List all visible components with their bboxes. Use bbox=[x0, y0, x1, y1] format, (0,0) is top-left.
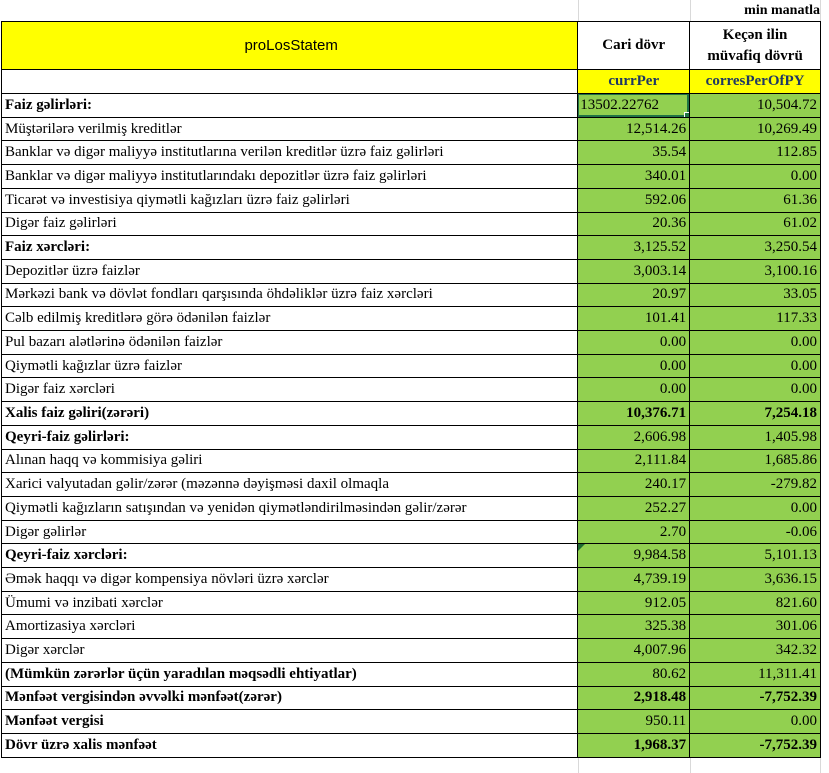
row-label: Digər faiz xərcləri bbox=[5, 381, 115, 398]
row-label-cell[interactable] bbox=[2, 734, 578, 758]
unit-note-text: min manatla bbox=[744, 2, 820, 18]
table-row bbox=[2, 94, 821, 118]
row-label: Qiymətli kağızların satışından və yenidən qiymətləndirilməsindən gəlir/zərər bbox=[5, 499, 467, 516]
current-period-value-cell[interactable] bbox=[578, 710, 690, 734]
previous-period-value-cell[interactable] bbox=[690, 639, 821, 663]
current-period-value-cell[interactable] bbox=[578, 450, 690, 474]
gridline bbox=[690, 758, 691, 773]
previous-period-value-cell[interactable] bbox=[690, 450, 821, 474]
row-label-cell[interactable] bbox=[2, 450, 578, 474]
column-header-current-period[interactable] bbox=[578, 22, 690, 70]
row-label-cell[interactable] bbox=[2, 355, 578, 379]
gridline bbox=[820, 758, 821, 773]
previous-period-value: 1,405.98 bbox=[764, 428, 817, 445]
table-title-cell[interactable] bbox=[2, 22, 578, 70]
current-period-value-cell[interactable] bbox=[578, 165, 690, 189]
previous-period-value-cell[interactable] bbox=[690, 426, 821, 450]
row-label: (Mümkün zərərlər üçün yaradılan məqsədli ehtiyatlar) bbox=[5, 665, 357, 682]
table-row bbox=[2, 331, 821, 355]
previous-period-value: 61.36 bbox=[783, 191, 817, 208]
previous-period-value: 10,269.49 bbox=[757, 120, 817, 137]
current-period-value: 0.00 bbox=[659, 333, 687, 350]
row-label-cell[interactable] bbox=[2, 331, 578, 355]
previous-period-value: 0.00 bbox=[790, 357, 817, 374]
current-period-value: 240.17 bbox=[644, 476, 687, 493]
current-period-value-cell[interactable] bbox=[578, 521, 690, 545]
current-period-value: 12,514.26 bbox=[626, 120, 687, 137]
previous-period-value-cell[interactable] bbox=[690, 402, 821, 426]
previous-period-value: 33.05 bbox=[783, 286, 817, 303]
row-label: Cəlb edilmiş kreditlərə görə ödənilən faizlər bbox=[5, 310, 271, 327]
current-period-value-cell[interactable] bbox=[578, 473, 690, 497]
previous-period-value-cell[interactable] bbox=[690, 94, 821, 118]
current-period-value: 950.11 bbox=[645, 713, 687, 730]
previous-period-value-cell[interactable] bbox=[690, 473, 821, 497]
table-row bbox=[2, 734, 821, 758]
current-period-value-cell[interactable] bbox=[578, 213, 690, 237]
previous-period-value: 3,100.16 bbox=[764, 262, 817, 279]
current-period-value: 35.54 bbox=[652, 144, 687, 161]
table-row bbox=[2, 402, 821, 426]
gridline bbox=[578, 758, 579, 773]
current-period-value-cell[interactable] bbox=[578, 260, 690, 284]
previous-period-value: 0.00 bbox=[790, 713, 817, 730]
table-row bbox=[2, 213, 821, 237]
row-label: Qeyri-faiz gəlirləri: bbox=[5, 428, 130, 445]
current-period-value: 4,739.19 bbox=[633, 570, 687, 587]
current-period-value: 1,968.37 bbox=[633, 736, 687, 753]
row-label: Digər gəlirlər bbox=[5, 523, 87, 540]
previous-period-value: 7,254.18 bbox=[764, 404, 817, 421]
top-strip bbox=[0, 0, 829, 21]
previous-period-value-cell[interactable] bbox=[690, 307, 821, 331]
current-period-value: 20.36 bbox=[652, 215, 687, 232]
current-period-value-cell[interactable] bbox=[578, 307, 690, 331]
row-label: Banklar və digər maliyyə institutlarına verilən kreditlər üzrə faiz gəlirləri bbox=[5, 144, 444, 161]
row-label: Depozitlər üzrə faizlər bbox=[5, 262, 140, 279]
previous-period-value-cell[interactable] bbox=[690, 710, 821, 734]
previous-period-value-cell[interactable] bbox=[690, 378, 821, 402]
table-row bbox=[2, 615, 821, 639]
row-label-cell[interactable] bbox=[2, 189, 578, 213]
row-label: Müştərilərə verilmiş kreditlər bbox=[5, 120, 182, 137]
table-row bbox=[2, 141, 821, 165]
row-label: Mərkəzi bank və dövlət fondları qarşısında öhdəliklər üzrə faiz xərcləri bbox=[5, 286, 433, 303]
previous-period-value-cell[interactable] bbox=[690, 544, 821, 568]
row-label: Ticarət və investisiya qiymətli kağızları üzrə faiz gəlirləri bbox=[5, 191, 350, 208]
row-label-cell[interactable] bbox=[2, 663, 578, 687]
row-label-cell[interactable] bbox=[2, 615, 578, 639]
statement-table bbox=[1, 21, 821, 758]
row-label-cell[interactable] bbox=[2, 141, 578, 165]
column-header-previous-period[interactable] bbox=[690, 22, 821, 70]
row-label: Dövr üzrə xalis mənfəət bbox=[5, 736, 157, 753]
current-period-value-cell[interactable] bbox=[578, 355, 690, 379]
code-currper-label: currPer bbox=[608, 73, 660, 89]
empty-cell[interactable] bbox=[2, 70, 578, 94]
previous-period-value: 0.00 bbox=[790, 333, 817, 350]
row-label-cell[interactable] bbox=[2, 497, 578, 521]
current-period-value: 912.05 bbox=[644, 594, 687, 611]
row-label: Əmək haqqı və digər kompensiya növləri üzrə xərclər bbox=[5, 570, 329, 587]
previous-period-value-cell[interactable] bbox=[690, 734, 821, 758]
previous-period-value-cell[interactable] bbox=[690, 236, 821, 260]
row-label: Mənfəət vergisindən əvvəlki mənfəət(zərər) bbox=[5, 689, 282, 706]
table-row bbox=[2, 450, 821, 474]
previous-period-value-cell[interactable] bbox=[690, 355, 821, 379]
row-label: Mənfəət vergisi bbox=[5, 713, 104, 730]
current-period-value-cell[interactable] bbox=[578, 734, 690, 758]
row-label-cell[interactable] bbox=[2, 426, 578, 450]
row-label-cell[interactable] bbox=[2, 165, 578, 189]
current-period-value-cell[interactable] bbox=[578, 94, 690, 118]
previous-period-value-cell[interactable] bbox=[690, 331, 821, 355]
current-period-value-cell[interactable] bbox=[578, 118, 690, 142]
previous-period-value: 117.33 bbox=[776, 310, 817, 327]
previous-period-value: 3,636.15 bbox=[764, 570, 817, 587]
row-label: Digər xərclər bbox=[5, 642, 85, 659]
current-period-value: 13502.22762 bbox=[580, 96, 660, 113]
table-row bbox=[2, 639, 821, 663]
table-row bbox=[2, 521, 821, 545]
previous-period-value-cell[interactable] bbox=[690, 568, 821, 592]
code-row bbox=[2, 70, 821, 94]
row-label-cell[interactable] bbox=[2, 260, 578, 284]
row-label-cell[interactable] bbox=[2, 402, 578, 426]
previous-period-value: -279.82 bbox=[770, 476, 817, 493]
current-period-value-cell[interactable] bbox=[578, 236, 690, 260]
current-period-value: 4,007.96 bbox=[633, 642, 687, 659]
previous-period-value: 11,311.41 bbox=[758, 665, 817, 682]
row-label-cell[interactable] bbox=[2, 118, 578, 142]
previous-period-value-cell[interactable] bbox=[690, 284, 821, 308]
current-period-value: 2,606.98 bbox=[633, 428, 687, 445]
row-label: Digər faiz gəlirləri bbox=[5, 215, 117, 232]
row-label-cell[interactable] bbox=[2, 710, 578, 734]
row-label-cell[interactable] bbox=[2, 568, 578, 592]
current-period-value-cell[interactable] bbox=[578, 284, 690, 308]
current-period-value: 0.00 bbox=[659, 357, 687, 374]
current-period-value-cell[interactable] bbox=[578, 497, 690, 521]
current-period-value-cell[interactable] bbox=[578, 687, 690, 711]
row-label: Xalis faiz gəliri(zərəri) bbox=[5, 404, 150, 421]
header-row bbox=[2, 22, 821, 70]
current-period-value: 2,111.84 bbox=[634, 452, 687, 469]
row-label-cell[interactable] bbox=[2, 639, 578, 663]
current-period-value: 0.00 bbox=[659, 381, 687, 398]
current-period-value: 3,125.52 bbox=[633, 239, 687, 256]
previous-period-value: 5,101.13 bbox=[764, 547, 817, 564]
previous-period-value: 0.00 bbox=[790, 381, 817, 398]
previous-period-value: 301.06 bbox=[775, 618, 817, 635]
current-period-value-cell[interactable] bbox=[578, 378, 690, 402]
code-corresperofpy-label: corresPerOfPY bbox=[705, 73, 805, 89]
previous-period-value-cell[interactable] bbox=[690, 189, 821, 213]
previous-period-value: 1,685.86 bbox=[764, 452, 817, 469]
current-period-value: 325.38 bbox=[644, 618, 687, 635]
table-row bbox=[2, 663, 821, 687]
row-label-cell[interactable] bbox=[2, 307, 578, 331]
row-label: Faiz gəlirləri: bbox=[5, 96, 93, 113]
previous-period-value-cell[interactable] bbox=[690, 260, 821, 284]
previous-period-value: -7,752.39 bbox=[759, 689, 817, 706]
table-row bbox=[2, 165, 821, 189]
table-row bbox=[2, 307, 821, 331]
table-row bbox=[2, 568, 821, 592]
row-label: Pul bazarı alətlərinə ödənilən faizlər bbox=[5, 333, 223, 350]
table-row bbox=[2, 236, 821, 260]
previous-period-value: 112.85 bbox=[776, 144, 817, 161]
row-label-cell[interactable] bbox=[2, 213, 578, 237]
row-label: Faiz xərcləri: bbox=[5, 239, 91, 256]
current-period-value-cell[interactable] bbox=[578, 189, 690, 213]
row-label: Amortizasiya xərcləri bbox=[5, 618, 136, 635]
previous-period-value-cell[interactable] bbox=[690, 165, 821, 189]
current-period-value: 80.62 bbox=[652, 665, 687, 682]
code-cell-corresperofpy[interactable] bbox=[690, 70, 821, 94]
previous-period-value: 0.00 bbox=[790, 167, 817, 184]
table-row bbox=[2, 189, 821, 213]
previous-period-value: 10,504.72 bbox=[757, 96, 818, 113]
row-label-cell[interactable] bbox=[2, 687, 578, 711]
previous-period-value: -0.06 bbox=[785, 523, 817, 540]
previous-period-value-cell[interactable] bbox=[690, 592, 821, 616]
row-label-cell[interactable] bbox=[2, 94, 578, 118]
bottom-strip bbox=[0, 757, 829, 773]
row-label-cell[interactable] bbox=[2, 592, 578, 616]
row-label-cell[interactable] bbox=[2, 544, 578, 568]
column-header-current-label: Cari dövr bbox=[602, 37, 666, 54]
table-title: proLosStatem bbox=[244, 37, 338, 54]
current-period-value-cell[interactable] bbox=[578, 402, 690, 426]
current-period-value-cell[interactable] bbox=[578, 592, 690, 616]
previous-period-value: -7,752.39 bbox=[759, 736, 817, 753]
table-row bbox=[2, 592, 821, 616]
current-period-value-cell[interactable] bbox=[578, 141, 690, 165]
previous-period-value-cell[interactable] bbox=[690, 521, 821, 545]
current-period-value-cell[interactable] bbox=[578, 568, 690, 592]
current-period-value-cell[interactable] bbox=[578, 544, 690, 568]
table-row bbox=[2, 473, 821, 497]
row-label: Qeyri-faiz xərcləri: bbox=[5, 547, 128, 564]
table-row bbox=[2, 284, 821, 308]
current-period-value-cell[interactable] bbox=[578, 331, 690, 355]
previous-period-value: 821.60 bbox=[775, 594, 817, 611]
table-row bbox=[2, 497, 821, 521]
table-row bbox=[2, 378, 821, 402]
previous-period-value-cell[interactable] bbox=[690, 687, 821, 711]
table-row bbox=[2, 544, 821, 568]
table-row bbox=[2, 710, 821, 734]
table-row bbox=[2, 687, 821, 711]
row-label: Xarici valyutadan gəlir/zərər (məzənnə dəyişməsi daxil olmaqla bbox=[5, 476, 390, 493]
previous-period-value-cell[interactable] bbox=[690, 615, 821, 639]
current-period-value-cell[interactable] bbox=[578, 663, 690, 687]
current-period-value: 340.01 bbox=[644, 167, 687, 184]
formula-indicator-triangle bbox=[578, 544, 585, 551]
row-label: Qiymətli kağızlar üzrə faizlər bbox=[5, 357, 182, 374]
previous-period-value-cell[interactable] bbox=[690, 141, 821, 165]
row-label-cell[interactable] bbox=[2, 236, 578, 260]
current-period-value: 2.70 bbox=[659, 523, 687, 540]
code-cell-currper[interactable] bbox=[578, 70, 690, 94]
row-label-cell[interactable] bbox=[2, 473, 578, 497]
gridline bbox=[578, 0, 579, 21]
row-label-cell[interactable] bbox=[2, 284, 578, 308]
previous-period-value: 61.02 bbox=[783, 215, 817, 232]
table-row bbox=[2, 118, 821, 142]
previous-period-value-cell[interactable] bbox=[690, 118, 821, 142]
column-header-previous-label: Keçən ilin müvafiq dövrü bbox=[707, 27, 803, 64]
data-rows bbox=[2, 94, 821, 758]
row-label: Banklar və digər maliyyə institutlarındakı depozitlər üzrə faiz gəlirləri bbox=[5, 167, 427, 184]
previous-period-value-cell[interactable] bbox=[690, 497, 821, 521]
table-row bbox=[2, 260, 821, 284]
current-period-value: 20.97 bbox=[652, 286, 687, 303]
current-period-value: 2,918.48 bbox=[633, 689, 687, 706]
unit-note-cell[interactable] bbox=[691, 0, 822, 21]
current-period-value: 592.06 bbox=[644, 191, 687, 208]
current-period-value: 252.27 bbox=[644, 499, 687, 516]
row-label-cell[interactable] bbox=[2, 378, 578, 402]
current-period-value: 10,376.71 bbox=[626, 404, 687, 421]
row-label: Ümumi və inzibati xərclər bbox=[5, 594, 163, 611]
table-row bbox=[2, 426, 821, 450]
current-period-value-cell[interactable] bbox=[578, 639, 690, 663]
current-period-value-cell[interactable] bbox=[578, 426, 690, 450]
row-label: Alınan haqq və kommisiya gəliri bbox=[5, 452, 203, 469]
current-period-value: 3,003.14 bbox=[633, 262, 687, 279]
row-label-cell[interactable] bbox=[2, 521, 578, 545]
previous-period-value: 3,250.54 bbox=[764, 239, 817, 256]
previous-period-value: 342.32 bbox=[775, 642, 817, 659]
current-period-value-cell[interactable] bbox=[578, 615, 690, 639]
table-row bbox=[2, 355, 821, 379]
previous-period-value-cell[interactable] bbox=[690, 213, 821, 237]
current-period-value: 101.41 bbox=[644, 310, 687, 327]
previous-period-value-cell[interactable] bbox=[690, 663, 821, 687]
previous-period-value: 0.00 bbox=[790, 499, 817, 516]
current-period-value: 9,984.58 bbox=[633, 547, 687, 564]
